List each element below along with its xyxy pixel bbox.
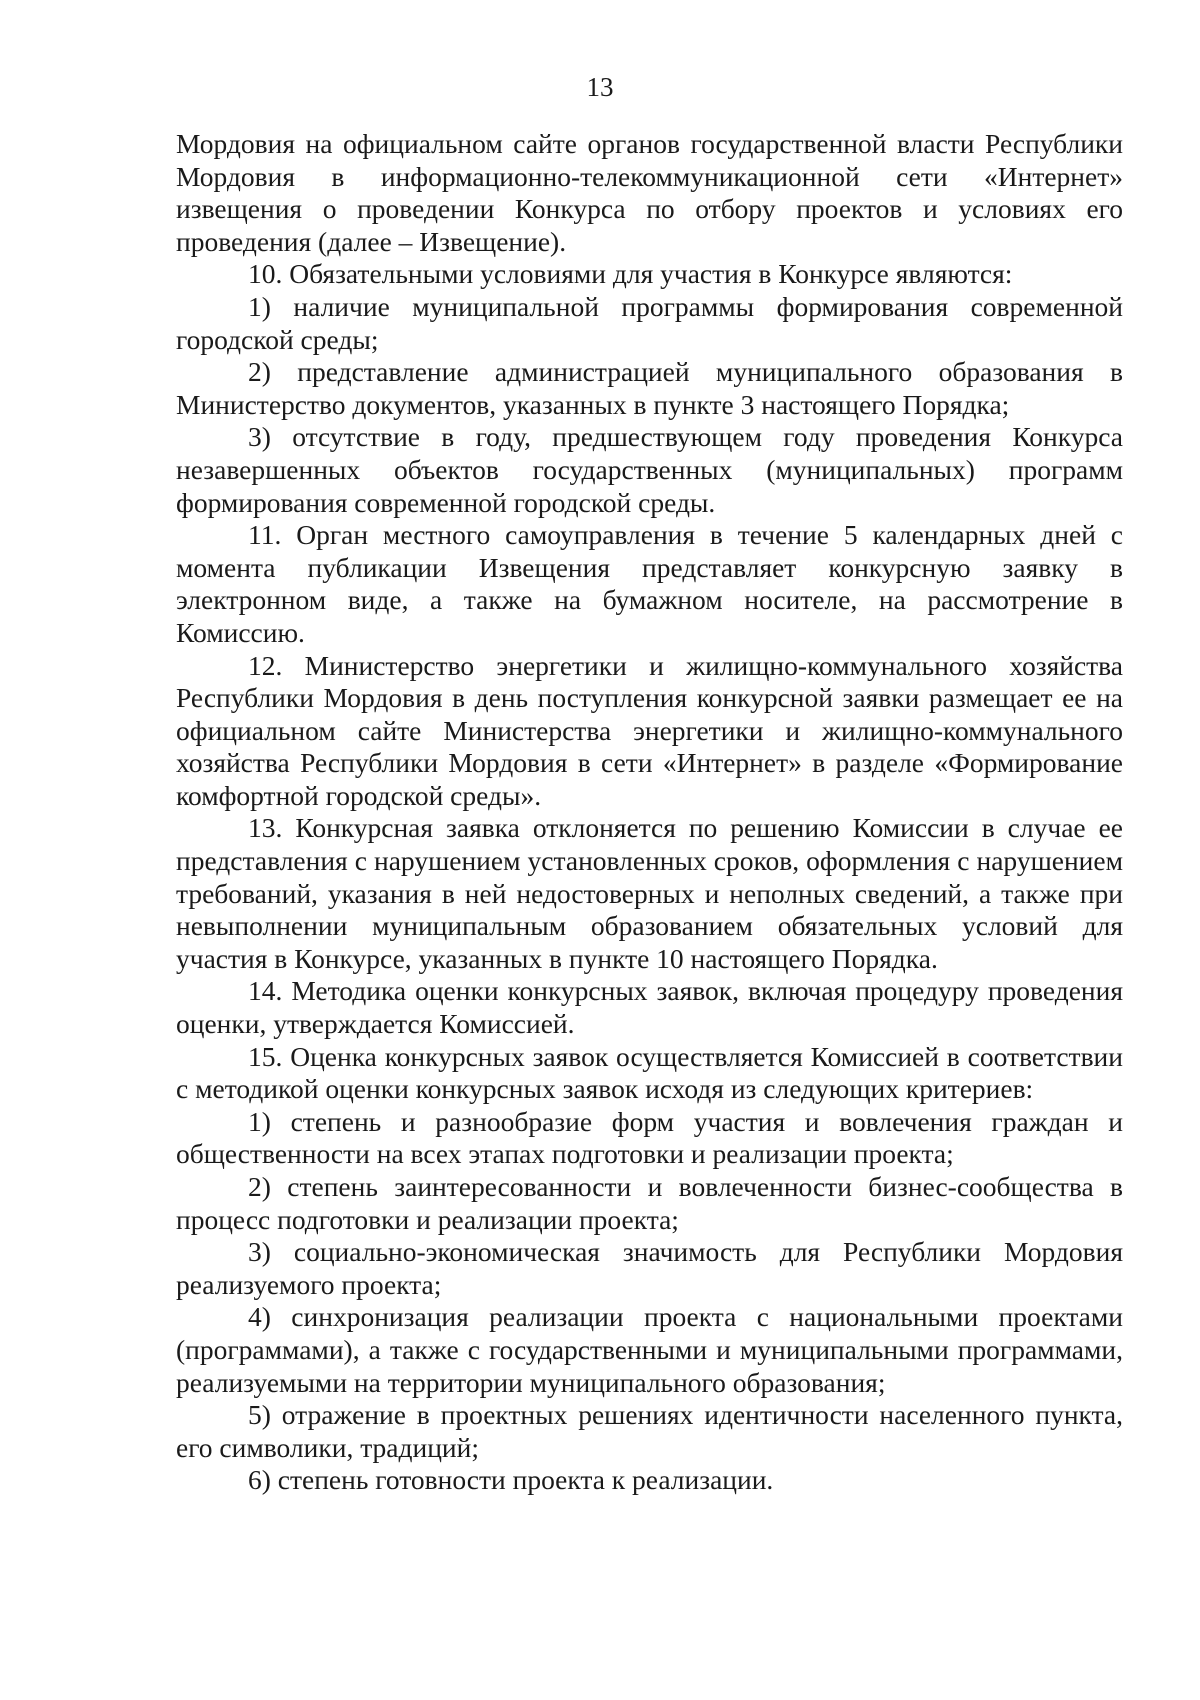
paragraph-item-15: 15. Оценка конкурсных заявок осуществляется Комиссией в соответствии с методикой оценки конкурсных заявок исходя из следующих критериев: [176, 1040, 1123, 1105]
paragraph-item-15-5: 5) отражение в проектных решениях идентичности населенного пункта, его символики, традиций; [176, 1399, 1123, 1463]
paragraph-item-10: 10. Обязательными условиями для участия в Конкурсе являются: [248, 258, 1013, 290]
paragraph-item-11: 11. Орган местного самоуправления в течение 5 календарных дней с момента публикации Извещения представляет конкурсную заявку в электронном виде, а также на бумажном носителе, на рассмотрение в Комиссию. [176, 519, 1123, 648]
paragraph-item-15-6: 6) степень готовности проекта к реализации. [248, 1464, 774, 1496]
paragraph-item-10-3: 3) отсутствие в году, предшествующем году проведения Конкурса незавершенных объектов государственных (муниципальных) программ формирования современной городской среды. [176, 421, 1123, 518]
paragraph-item-12: 12. Министерство энергетики и жилищно-коммунального хозяйства Республики Мордовия в день поступления конкурсной заявки размещает ее на официальном сайте Министерства энергетики и жилищно-коммунального хозяйства Республики Мордовия в сети «Интернет» в разделе «Формирование комфортной городской среды». [176, 649, 1123, 811]
paragraph-item-15-4: 4) синхронизация реализации проекта с национальными проектами (программами), а также с государственными и муниципальными программами, реализуемыми на территории муниципального образования; [176, 1301, 1123, 1398]
page-number: 13 [586, 72, 614, 102]
paragraph-item-10-1: 1) наличие муниципальной программы формирования современной городской среды; [176, 290, 1123, 355]
paragraph-item-10-2: 2) представление администрацией муниципального образования в Министерство документов, указанных в пункте 3 настоящего Порядка; [176, 356, 1123, 420]
paragraph-item-13: 13. Конкурсная заявка отклоняется по решению Комиссии в случае ее представления с нарушением установленных сроков, оформления с нарушением требований, указания в ней недостоверных и неполных сведений, а также при невыполнении муниципальным образованием обязательных условий для участия в Конкурсе, указанных в пункте 10 настоящего Порядка. [176, 812, 1123, 974]
paragraph-item-15-2: 2) степень заинтересованности и вовлеченности бизнес-сообщества в процесс подготовки и реализации проекта; [176, 1171, 1123, 1235]
paragraph-item-14: 14. Методика оценки конкурсных заявок, включая процедуру проведения оценки, утверждается Комиссией. [176, 975, 1123, 1040]
paragraph-item-15-1: 1) степень и разнообразие форм участия и вовлечения граждан и общественности на всех этапах подготовки и реализации проекта; [176, 1105, 1123, 1170]
paragraph-continuation: Мордовия на официальном сайте органов государственной власти Республики Мордовия в информационно-телекоммуникационной сети «Интернет» извещения о проведении Конкурса по отбору проектов и условиях его проведения (далее – Извещение). [176, 128, 1123, 257]
document-body [176, 128, 1123, 1497]
paragraph-item-15-3: 3) социально-экономическая значимость для Республики Мордовия реализуемого проекта; [176, 1236, 1123, 1300]
